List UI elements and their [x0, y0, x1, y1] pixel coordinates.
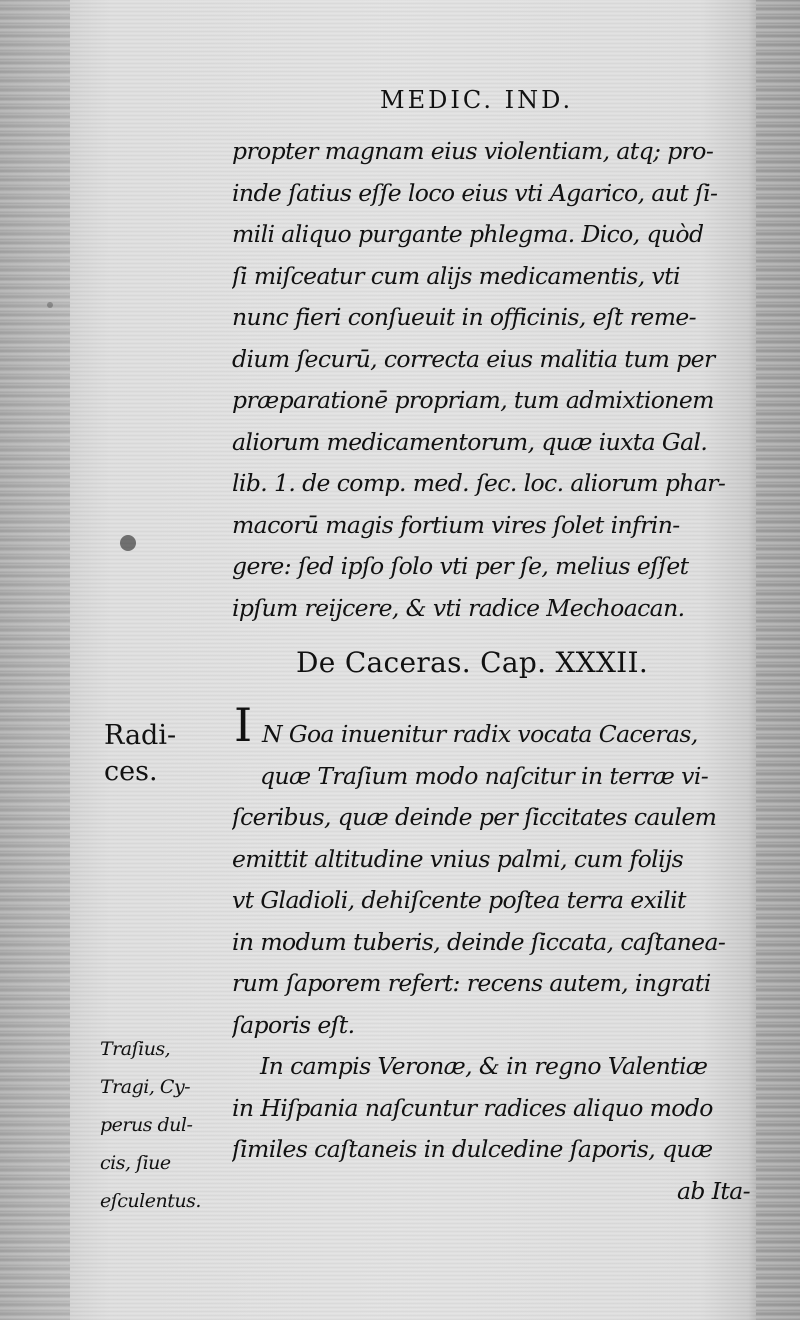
text-line: macorū magis fortium vires ſolet infrin-	[232, 510, 680, 539]
page-left-edge	[0, 0, 70, 1320]
margin-note-line: eſculentus.	[100, 1190, 201, 1212]
text-line: propter magnam eius violentiam, atq; pro-	[232, 137, 714, 165]
margin-note-line: cis, ſiue	[100, 1152, 171, 1174]
text-line: In campis Veronæ, & in regno Valentiæ	[260, 1052, 708, 1080]
text-line: N Goa inuenitur radix vocata Caceras,	[262, 720, 698, 748]
text-line: ſceribus, quæ deinde per ſiccitates caulem	[232, 803, 717, 831]
text-line: præparationē propriam, tum admixtionem	[232, 386, 714, 414]
paragraph-2	[232, 714, 756, 1212]
chapter-heading: De Caceras. Cap. XXXII.	[296, 646, 649, 679]
ink-spot	[120, 535, 136, 551]
text-line: mili aliquo purgante phlegma. Dico, quòd	[232, 220, 704, 248]
page-right-edge	[756, 0, 800, 1320]
text-line: rum ſaporem refert: recens autem, ingrati	[232, 969, 711, 997]
drop-cap: I	[234, 698, 253, 752]
margin-note-line: Traſius,	[100, 1038, 171, 1060]
text-line: ab Ita-	[676, 1176, 750, 1205]
text-line: ipſum reijcere, & vti radice Mechoacan.	[232, 593, 685, 622]
margin-note-line: perus dul-	[100, 1114, 193, 1136]
margin-note-line: Tragi, Cy-	[100, 1076, 191, 1098]
margin-note-trasius	[100, 1030, 201, 1220]
text-line: dium ſecurū, correcta eius malitia tum per	[232, 344, 715, 373]
paragraph-1	[232, 131, 756, 629]
text-line: ſimiles caſtaneis in dulcedine ſaporis, quæ	[232, 1135, 713, 1163]
text-line: in Hiſpania naſcuntur radices aliquo modo	[232, 1093, 713, 1122]
ink-spot	[47, 302, 53, 308]
text-line: lib. 1. de comp. med. ſec. loc. aliorum phar-	[232, 469, 726, 497]
text-line: aliorum medicamentorum, quæ iuxta Gal.	[232, 427, 708, 456]
text-line: nunc fieri conſueuit in officinis, eſt reme-	[232, 303, 697, 331]
text-line: vt Gladioli, dehiſcente poſtea terra exilit	[232, 886, 686, 914]
margin-note-line: Radi-	[104, 720, 177, 751]
text-line: emittit altitudine vnius palmi, cum folijs	[232, 844, 684, 873]
text-line: in modum tuberis, deinde ſiccata, caſtanea-	[232, 927, 726, 956]
text-line: ſaporis eſt.	[232, 1010, 355, 1039]
text-line: inde ſatius eſſe loco eius vti Agarico, aut ſi-	[232, 178, 718, 207]
text-line: ſi miſceatur cum alijs medicamentis, vti	[232, 261, 680, 290]
margin-note-radices	[104, 718, 176, 790]
text-line: quæ Traſium modo naſcitur in terræ vi-	[260, 761, 709, 790]
text-line: gere: ſed ipſo ſolo vti per ſe, melius eſſet	[232, 552, 689, 580]
running-head: MEDIC. IND.	[380, 86, 574, 114]
margin-note-line: ces.	[104, 756, 158, 787]
